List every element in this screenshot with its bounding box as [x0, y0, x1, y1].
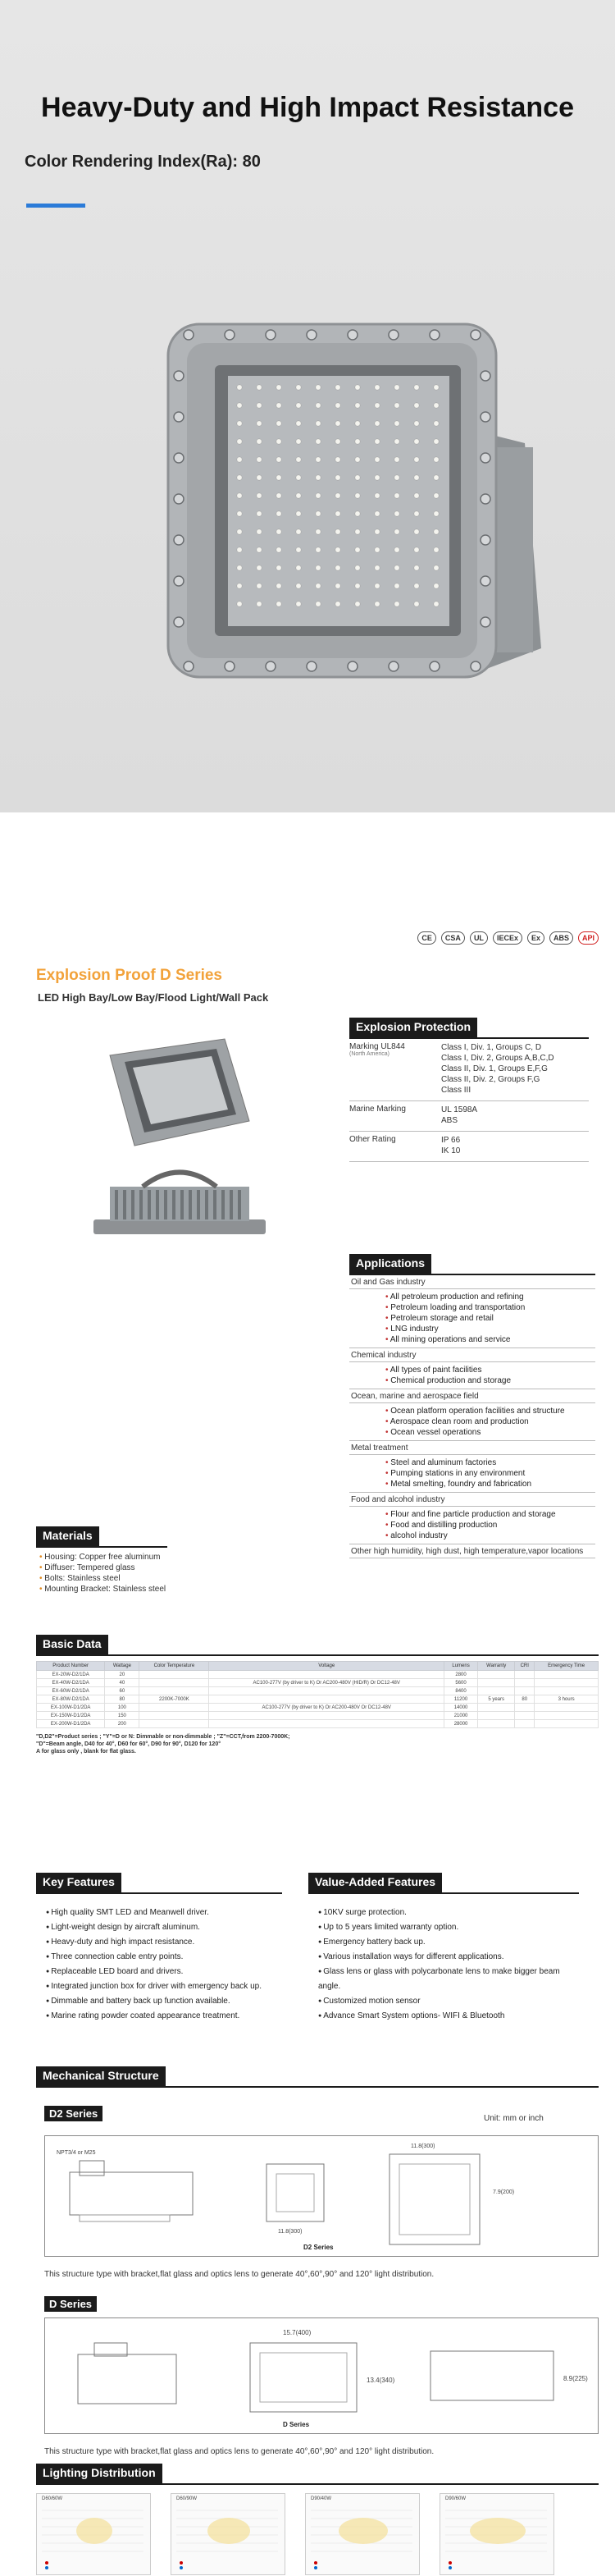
application-category: Oil and Gas industry [349, 1275, 595, 1289]
table-cell [535, 1704, 599, 1712]
table-header: Emergency Time [535, 1662, 599, 1671]
protection-value: ABS [441, 1116, 458, 1125]
divider [308, 1892, 579, 1894]
application-item: • Ocean vessel operations [385, 1427, 595, 1438]
value-added-item: ● Up to 5 years limited warranty option. [318, 1920, 579, 1935]
value-added-item: ● Customized motion sensor [318, 1994, 579, 2009]
application-category: Food and alcohol industry [349, 1493, 595, 1507]
table-cell [139, 1720, 209, 1728]
table-cell [478, 1687, 515, 1695]
value-added-item: ● Advance Smart System options- WIFI & Bluetooth [318, 2009, 579, 2024]
divider [36, 2483, 599, 2485]
d2-sublabel: D2 Series [303, 2244, 334, 2251]
spacer [0, 812, 615, 919]
product-image-side [85, 1162, 274, 1269]
table-header: CRI [515, 1662, 535, 1671]
d2-dim-width: 11.8(300) [278, 2229, 303, 2235]
table-cell [478, 1720, 515, 1728]
table-cell [209, 1671, 444, 1679]
application-category: Metal treatment [349, 1441, 595, 1455]
application-item: • alcohol industry [385, 1531, 595, 1541]
d2-dim-top: 11.8(300) [411, 2144, 435, 2149]
applications [349, 1254, 595, 1558]
key-feature-item: ● Heavy-duty and high impact resistance. [46, 1935, 282, 1950]
cert-logo-ex: Ex [527, 931, 544, 945]
table-cell [515, 1720, 535, 1728]
basic-data-heading: Basic Data [36, 1635, 108, 1654]
table-cell: 200 [105, 1720, 139, 1728]
application-item: • Aerospace clean room and production [385, 1416, 595, 1427]
basic-data-notes [36, 1733, 599, 1755]
materials [36, 1526, 167, 1595]
note-line: "D"=Beam angle, D40 for 40°, D60 for 60°, D90 for 90°, D120 for 120° [36, 1741, 221, 1747]
d2-dim-height: 7.9(200) [493, 2189, 515, 2195]
application-item: • LNG industry [385, 1324, 595, 1334]
protection-values [441, 1042, 589, 1096]
application-items [349, 1403, 595, 1441]
table-cell: EX-200W-D1/2DA [37, 1720, 105, 1728]
value-added-item: ● Emergency battery back up. [318, 1935, 579, 1950]
table-header: Wattage [105, 1662, 139, 1671]
protection-row [349, 1101, 589, 1132]
divider [36, 1654, 599, 1656]
cert-logo-ul: UL [470, 931, 488, 945]
key-features-heading: Key Features [36, 1873, 121, 1892]
table-header: Product Number [37, 1662, 105, 1671]
application-category: Ocean, marine and aerospace field [349, 1389, 595, 1403]
table-cell: EX-20W-D2/1DA [37, 1671, 105, 1679]
table-row [37, 1687, 599, 1695]
cert-logo-abs: ABS [549, 931, 573, 945]
table-cell [209, 1712, 444, 1720]
table-cell [515, 1687, 535, 1695]
key-feature-item: ● Integrated junction box for driver with emergency back up. [46, 1979, 282, 1994]
cert-logo-ce: CE [417, 931, 436, 945]
unit-note: Unit: mm or inch [484, 2114, 544, 2123]
table-row [37, 1712, 599, 1720]
d-caption: This structure type with bracket,flat glass and optics lens to generate 40°,60°,90° and 120° light distribution. [44, 2447, 435, 2456]
table-cell [535, 1720, 599, 1728]
d-dim-depth: 13.4(340) [367, 2377, 395, 2384]
key-feature-item: ● Marine rating powder coated appearance treatment. [46, 2009, 282, 2024]
application-item: • Food and distilling production [385, 1520, 595, 1531]
application-item: • All types of paint facilities [385, 1365, 595, 1375]
protection-key-label: Marking UL844 [349, 1042, 405, 1051]
d2-drawing [44, 2135, 599, 2257]
protection-key [349, 1042, 441, 1096]
hero-title: Heavy-Duty and High Impact Resistance [41, 92, 574, 123]
table-cell: 3 hours [535, 1695, 599, 1704]
protection-value: IK 10 [441, 1146, 461, 1155]
application-items [349, 1455, 595, 1493]
explosion-heading: Explosion Protection [349, 1018, 477, 1037]
cert-logo-csa: CSA [441, 931, 465, 945]
application-category: Chemical industry [349, 1348, 595, 1362]
hero-subtitle: Color Rendering Index(Ra): 80 [25, 153, 261, 171]
table-header: Lumens [444, 1662, 478, 1671]
basic-data-table [36, 1661, 599, 1728]
application-items [349, 1362, 595, 1389]
protection-row [349, 1132, 589, 1162]
table-cell [139, 1712, 209, 1720]
protection-key-label: Marine Marking [349, 1105, 406, 1114]
table-cell [478, 1679, 515, 1687]
mechanical-heading: Mechanical Structure [36, 2066, 166, 2086]
table-cell: 5600 [444, 1679, 478, 1687]
product-image-front [85, 1031, 257, 1154]
application-items [349, 1507, 595, 1544]
table-cell [209, 1720, 444, 1728]
cert-logo-iecex: IECEx [493, 931, 522, 945]
divider [36, 2086, 599, 2088]
protection-value: Class II, Div. 1, Groups E,F,G [441, 1064, 548, 1073]
application-item: • Petroleum storage and retail [385, 1313, 595, 1324]
application-item: • Petroleum loading and transportation [385, 1302, 595, 1313]
application-item: • Ocean platform operation facilities and structure [385, 1406, 595, 1416]
fixture-image [0, 0, 615, 812]
lighting-distribution [36, 2464, 599, 2575]
value-added-item: ● Various installation ways for different applications. [318, 1950, 579, 1965]
d-drawing [44, 2317, 599, 2434]
table-cell [535, 1687, 599, 1695]
value-added-item: ● 10KV surge protection. [318, 1906, 579, 1920]
table-cell: AC100-277V (by driver to K) Or AC200-480V (HID/R) Or DC12-48V [209, 1679, 444, 1687]
d-dim-width: 15.7(400) [283, 2329, 312, 2336]
table-cell: 2800 [444, 1671, 478, 1679]
key-features [36, 1873, 282, 2024]
light-card-label: D90/60W [445, 2496, 467, 2501]
table-cell [478, 1704, 515, 1712]
table-cell: 11200 [444, 1695, 478, 1704]
table-cell: AC100-277V (by driver to K) Or AC200-480V Or DC12-48V [209, 1704, 444, 1712]
table-cell: EX-80W-D2/1DA [37, 1695, 105, 1704]
d2-series-label: D2 Series [44, 2106, 102, 2121]
table-cell [139, 1687, 209, 1695]
table-cell [478, 1712, 515, 1720]
table-row [37, 1671, 599, 1679]
series-subtitle: LED High Bay/Low Bay/Flood Light/Wall Pack [38, 991, 269, 1004]
table-cell [139, 1704, 209, 1712]
key-feature-item: ● High quality SMT LED and Meanwell driver. [46, 1906, 282, 1920]
table-cell: 28000 [444, 1720, 478, 1728]
table-cell: 60 [105, 1687, 139, 1695]
features-section [0, 1830, 615, 2531]
protection-key-label: Other Rating [349, 1135, 396, 1144]
table-cell: 100 [105, 1704, 139, 1712]
table-cell: 150 [105, 1712, 139, 1720]
key-feature-item: ● Light-weight design by aircraft aluminum. [46, 1920, 282, 1935]
mechanical-structure [36, 2066, 599, 2088]
light-card-label: D60/60W [42, 2496, 63, 2501]
hero-banner [0, 0, 615, 812]
d2-dim-npt: NPT3/4 or M25 [57, 2150, 96, 2156]
explosion-protection [349, 1018, 589, 1162]
table-cell: 40 [105, 1679, 139, 1687]
protection-value: IP 66 [441, 1136, 461, 1145]
application-item: • Flour and fine particle production and storage [385, 1509, 595, 1520]
protection-key [349, 1135, 441, 1156]
material-item: • Bolts: Stainless steel [39, 1573, 167, 1584]
key-feature-item: ● Three connection cable entry points. [46, 1950, 282, 1965]
table-row [37, 1704, 599, 1712]
application-item: • All petroleum production and refining [385, 1292, 595, 1302]
d2-caption: This structure type with bracket,flat glass and optics lens to generate 40°,60°,90° and 120° light distribution. [44, 2270, 435, 2279]
application-items [349, 1289, 595, 1348]
value-added-features [308, 1873, 579, 2024]
application-item: • Metal smelting, foundry and fabrication [385, 1479, 595, 1489]
protection-key [349, 1105, 441, 1126]
table-cell: EX-150W-D1/2DA [37, 1712, 105, 1720]
spec-sheet [0, 919, 615, 1830]
table-cell [515, 1671, 535, 1679]
table-cell: 80 [105, 1695, 139, 1704]
table-row [37, 1695, 599, 1704]
note-line: "D,D2"=Product series ; "Y"=D or N: Dimmable or non-dimmable ; "Z"=CCT,from 2200-7000K; [36, 1734, 290, 1740]
cert-logo-api: API [578, 931, 599, 945]
application-item: • Steel and aluminum factories [385, 1457, 595, 1468]
table-header: Color Temperature [139, 1662, 209, 1671]
table-cell [139, 1671, 209, 1679]
table-cell: 2200K-7000K [139, 1695, 209, 1704]
protection-row [349, 1039, 589, 1101]
table-cell [209, 1687, 444, 1695]
materials-heading: Materials [36, 1526, 99, 1546]
d-dim-height: 8.9(225) [563, 2375, 588, 2382]
d-series-label: D Series [44, 2296, 97, 2312]
table-cell: 21000 [444, 1712, 478, 1720]
lighting-heading: Lighting Distribution [36, 2464, 162, 2483]
light-card-label: D90/40W [311, 2496, 332, 2501]
table-cell: 80 [515, 1695, 535, 1704]
table-cell: EX-100W-D1/2DA [37, 1704, 105, 1712]
certification-logos [328, 927, 599, 949]
light-distribution-card [440, 2493, 554, 2575]
series-title: Explosion Proof D Series [36, 967, 222, 984]
table-cell [535, 1679, 599, 1687]
light-card-label: D60/90W [176, 2496, 198, 2501]
table-cell: 14000 [444, 1704, 478, 1712]
protection-value: Class II, Div. 2, Groups F,G [441, 1075, 540, 1084]
material-item: • Housing: Copper free aluminum [39, 1552, 167, 1563]
table-header: Voltage [209, 1662, 444, 1671]
light-distribution-card [171, 2493, 285, 2575]
table-row [37, 1720, 599, 1728]
protection-value: Class I, Div. 2, Groups A,B,C,D [441, 1054, 554, 1063]
key-feature-item: ● Dimmable and battery back up function available. [46, 1994, 282, 2009]
protection-value: UL 1598A [441, 1105, 478, 1114]
table-cell: 5 years [478, 1695, 515, 1704]
table-cell: 20 [105, 1671, 139, 1679]
applications-heading: Applications [349, 1254, 431, 1274]
key-feature-item: ● Replaceable LED board and drivers. [46, 1965, 282, 1979]
table-cell [139, 1679, 209, 1687]
light-distribution-card [36, 2493, 151, 2575]
table-cell: 8400 [444, 1687, 478, 1695]
light-distribution-card [305, 2493, 420, 2575]
table-cell [515, 1704, 535, 1712]
table-cell [535, 1671, 599, 1679]
note-line: A for glass only , blank for flat glass. [36, 1749, 136, 1755]
material-item: • Mounting Bracket: Stainless steel [39, 1584, 167, 1595]
table-cell [515, 1712, 535, 1720]
table-cell [515, 1679, 535, 1687]
table-row [37, 1679, 599, 1687]
value-added-item: ● Glass lens or glass with polycarbonate lens to make bigger beam angle. [318, 1965, 579, 1994]
table-cell [535, 1712, 599, 1720]
protection-value: Class I, Div. 1, Groups C, D [441, 1043, 542, 1052]
table-cell [209, 1695, 444, 1704]
table-cell: EX-60W-D2/1DA [37, 1687, 105, 1695]
d-sublabel: D Series [283, 2421, 310, 2428]
material-item: • Diffuser: Tempered glass [39, 1563, 167, 1573]
table-cell: EX-40W-D2/1DA [37, 1679, 105, 1687]
application-item: • All mining operations and service [385, 1334, 595, 1345]
basic-data [36, 1635, 599, 1755]
table-cell [478, 1671, 515, 1679]
protection-key-note: (North America) [349, 1051, 390, 1057]
application-item: • Chemical production and storage [385, 1375, 595, 1386]
divider [36, 1892, 282, 1894]
application-item: • Pumping stations in any environment [385, 1468, 595, 1479]
protection-values [441, 1105, 589, 1126]
application-category: Other high humidity, high dust, high temperature,vapor locations [349, 1544, 595, 1558]
value-added-heading: Value-Added Features [308, 1873, 442, 1892]
table-header: Warranty [478, 1662, 515, 1671]
protection-values [441, 1135, 589, 1156]
protection-value: Class III [441, 1086, 472, 1095]
